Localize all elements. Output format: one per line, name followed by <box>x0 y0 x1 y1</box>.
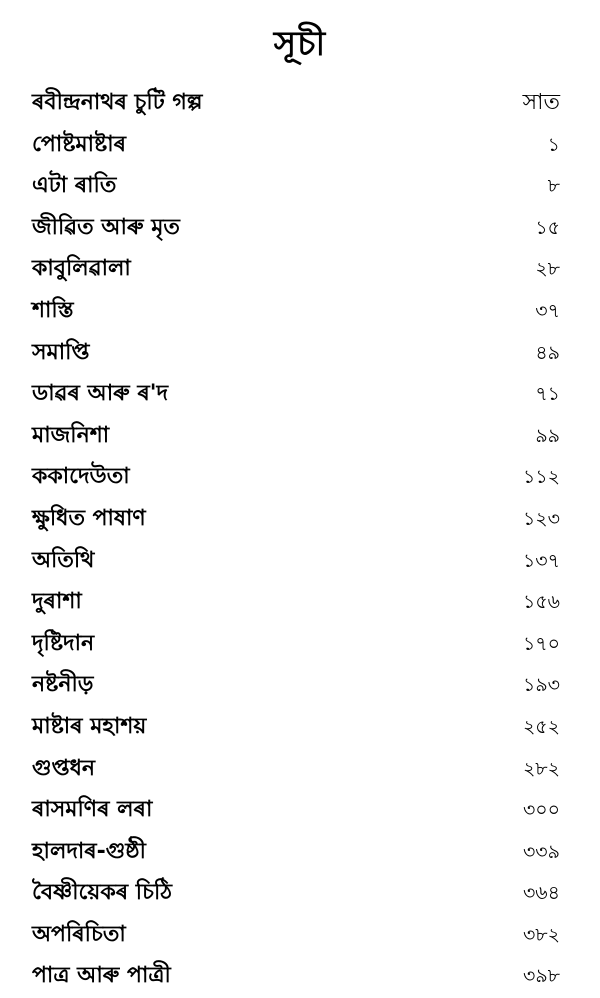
contents-entry <box>32 165 560 207</box>
entry-page-number: ৪৯ <box>535 341 560 364</box>
entry-title: নষ্টনীড় <box>32 672 94 698</box>
entry-page-number: ১৫৬ <box>522 591 560 614</box>
contents-entry <box>32 789 560 831</box>
contents-entry <box>32 706 560 748</box>
entry-title: মাজনিশা <box>32 422 110 448</box>
entry-page-number: ৯৯ <box>535 424 560 447</box>
contents-entry <box>32 872 560 914</box>
contents-entry <box>32 748 560 790</box>
entry-page-number: ৭১ <box>535 383 560 406</box>
entry-page-number: ২৫২ <box>522 715 560 738</box>
contents-entry <box>32 124 560 166</box>
entry-page-number: ২৮২ <box>522 757 560 780</box>
entry-title: ডাৱৰ আৰু ৰ'দ <box>32 381 169 407</box>
entry-title: ৰবীন্দ্ৰনাথৰ চুটি গল্প <box>32 90 203 115</box>
entry-page-number: ৩৩৯ <box>522 840 560 863</box>
contents-entry <box>32 914 560 956</box>
contents-entry <box>32 831 560 873</box>
contents-entry <box>32 581 560 623</box>
contents-entry <box>32 456 560 498</box>
entry-title: শাস্তি <box>32 297 74 323</box>
entry-title: গুপ্তধন <box>32 755 96 781</box>
contents-entry <box>32 623 560 665</box>
contents-entry <box>32 248 560 290</box>
contents-entry <box>32 415 560 457</box>
entry-page-number: ২৮ <box>535 258 560 281</box>
entry-title: ৰাসমণিৰ লৰা <box>32 797 153 823</box>
contents-entry <box>32 290 560 332</box>
entry-title: ককাদেউতা <box>32 464 130 490</box>
entry-page-number: ১২৩ <box>522 507 560 530</box>
entry-title: পাত্ৰ আৰু পাত্ৰী <box>32 963 171 989</box>
entry-title: কাবুলিৱালা <box>32 256 131 282</box>
entry-title: বৈষ্ণীয়েকৰ চিঠি <box>32 880 173 906</box>
entry-page-number: ৩৭ <box>535 299 560 322</box>
contents-list <box>32 82 560 997</box>
entry-page-number: ৮ <box>547 175 560 198</box>
contents-entry <box>32 373 560 415</box>
entry-title: অপৰিচিতা <box>32 921 126 947</box>
entry-title: এটা ৰাতি <box>32 173 117 199</box>
entry-page-number: ১৯৩ <box>522 674 560 697</box>
entry-title: ক্ষুধিত পাষাণ <box>32 505 146 531</box>
page-title: সূচী <box>273 24 327 64</box>
entry-title: পোষ্টমাষ্টাৰ <box>32 131 126 157</box>
entry-page-number: ৩৯৮ <box>522 965 560 988</box>
entry-title: মাষ্টাৰ মহাশয় <box>32 713 147 739</box>
entry-page-number: ১৭০ <box>522 632 560 655</box>
entry-title: জীৱিত আৰু মৃত <box>32 214 180 240</box>
entry-page-number: ৩০০ <box>522 799 560 822</box>
entry-page-number: ১৫ <box>535 216 560 239</box>
contents-entry <box>32 332 560 374</box>
entry-page-number: সাত <box>522 90 560 115</box>
contents-entry <box>32 498 560 540</box>
entry-page-number: ১ <box>547 133 560 156</box>
entry-title: সমাপ্তি <box>32 339 90 365</box>
entry-page-number: ৩৮২ <box>522 923 560 946</box>
entry-page-number: ৩৬৪ <box>522 882 560 905</box>
contents-entry <box>32 82 560 124</box>
contents-entry <box>32 540 560 582</box>
contents-entry <box>32 955 560 997</box>
contents-entry <box>32 664 560 706</box>
entry-page-number: ১৩৭ <box>522 549 560 572</box>
contents-entry <box>32 207 560 249</box>
entry-title: হালদাৰ-গুষ্ঠী <box>32 838 146 864</box>
entry-title: দুৰাশা <box>32 589 82 615</box>
entry-title: অতিথি <box>32 547 95 573</box>
entry-page-number: ১১২ <box>522 466 560 489</box>
entry-title: দৃষ্টিদান <box>32 630 95 656</box>
